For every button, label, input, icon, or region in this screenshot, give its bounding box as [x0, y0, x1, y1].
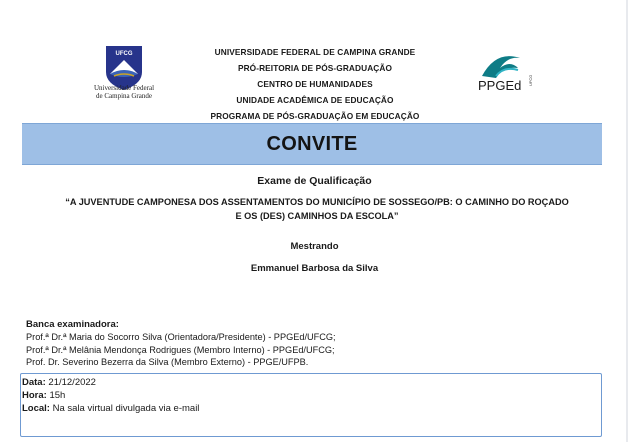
thesis-title [30, 195, 604, 223]
examining-committee [26, 318, 446, 369]
date-line [22, 376, 582, 389]
invitation-banner [22, 123, 602, 165]
date-label: Data: [22, 377, 46, 388]
date-value: 21/12/2022 [48, 377, 96, 388]
thesis-title-line1: “A JUVENTUDE CAMPONESA DOS ASSENTAMENTOS DO MUNICÍPIO DE SOSSEGO/PB: O CAMINHO DO ROÇADO [65, 197, 569, 207]
time-line [22, 389, 582, 402]
place-label: Local: [22, 403, 50, 414]
banner-title: CONVITE [266, 132, 358, 155]
committee-member: Prof. Dr. Severino Bezerra da Silva (Membro Externo) - PPGE/UFPB. [26, 357, 309, 367]
time-label: Hora: [22, 390, 47, 401]
header-center: CENTRO DE HUMANIDADES [257, 79, 373, 89]
thesis-title-line2: E OS (DES) CAMINHOS DA ESCOLA” [235, 211, 399, 221]
candidate-name: Emmanuel Barbosa da Silva [250, 263, 379, 274]
details-content [22, 376, 582, 415]
header-pro-rectorate: PRÓ-REITORIA DE PÓS-GRADUAÇÃO [237, 63, 393, 73]
committee-member: Prof.ª Dr.ª Maria do Socorro Silva (Orientadora/Presidente) - PPGEd/UFCG; [26, 332, 336, 342]
place-value: Na sala virtual divulgada via e-mail [52, 403, 200, 414]
ppged-logo [474, 46, 538, 100]
committee-label: Banca examinadora: [26, 319, 119, 330]
header-academic-unit: UNIDADE ACADÊMICA DE EDUCAÇÃO [236, 95, 394, 105]
ufcg-caption-line2: de Campina Grande [96, 92, 152, 100]
place-line [22, 402, 582, 415]
header-university: UNIVERSIDADE FEDERAL DE CAMPINA GRANDE [214, 47, 416, 57]
institution-header [150, 44, 480, 124]
committee-member: Prof.ª Dr.ª Melânia Mendonça Rodrigues (Membro Interno) - PPGEd/UFCG; [26, 344, 335, 355]
ppged-logo-text: PPGEd [478, 78, 522, 93]
exam-type: Exame de Qualificação [257, 175, 372, 187]
ppged-logo-suffix: UFCG [528, 74, 533, 86]
header-program: PROGRAMA DE PÓS-GRADUAÇÃO EM EDUCAÇÃO [210, 111, 420, 121]
ufcg-logo-acronym: UFCG [115, 51, 133, 57]
candidate-role: Mestrando [290, 241, 339, 252]
time-value: 15h [49, 390, 66, 401]
ufcg-caption-line1: Universidade Federal [93, 84, 155, 92]
